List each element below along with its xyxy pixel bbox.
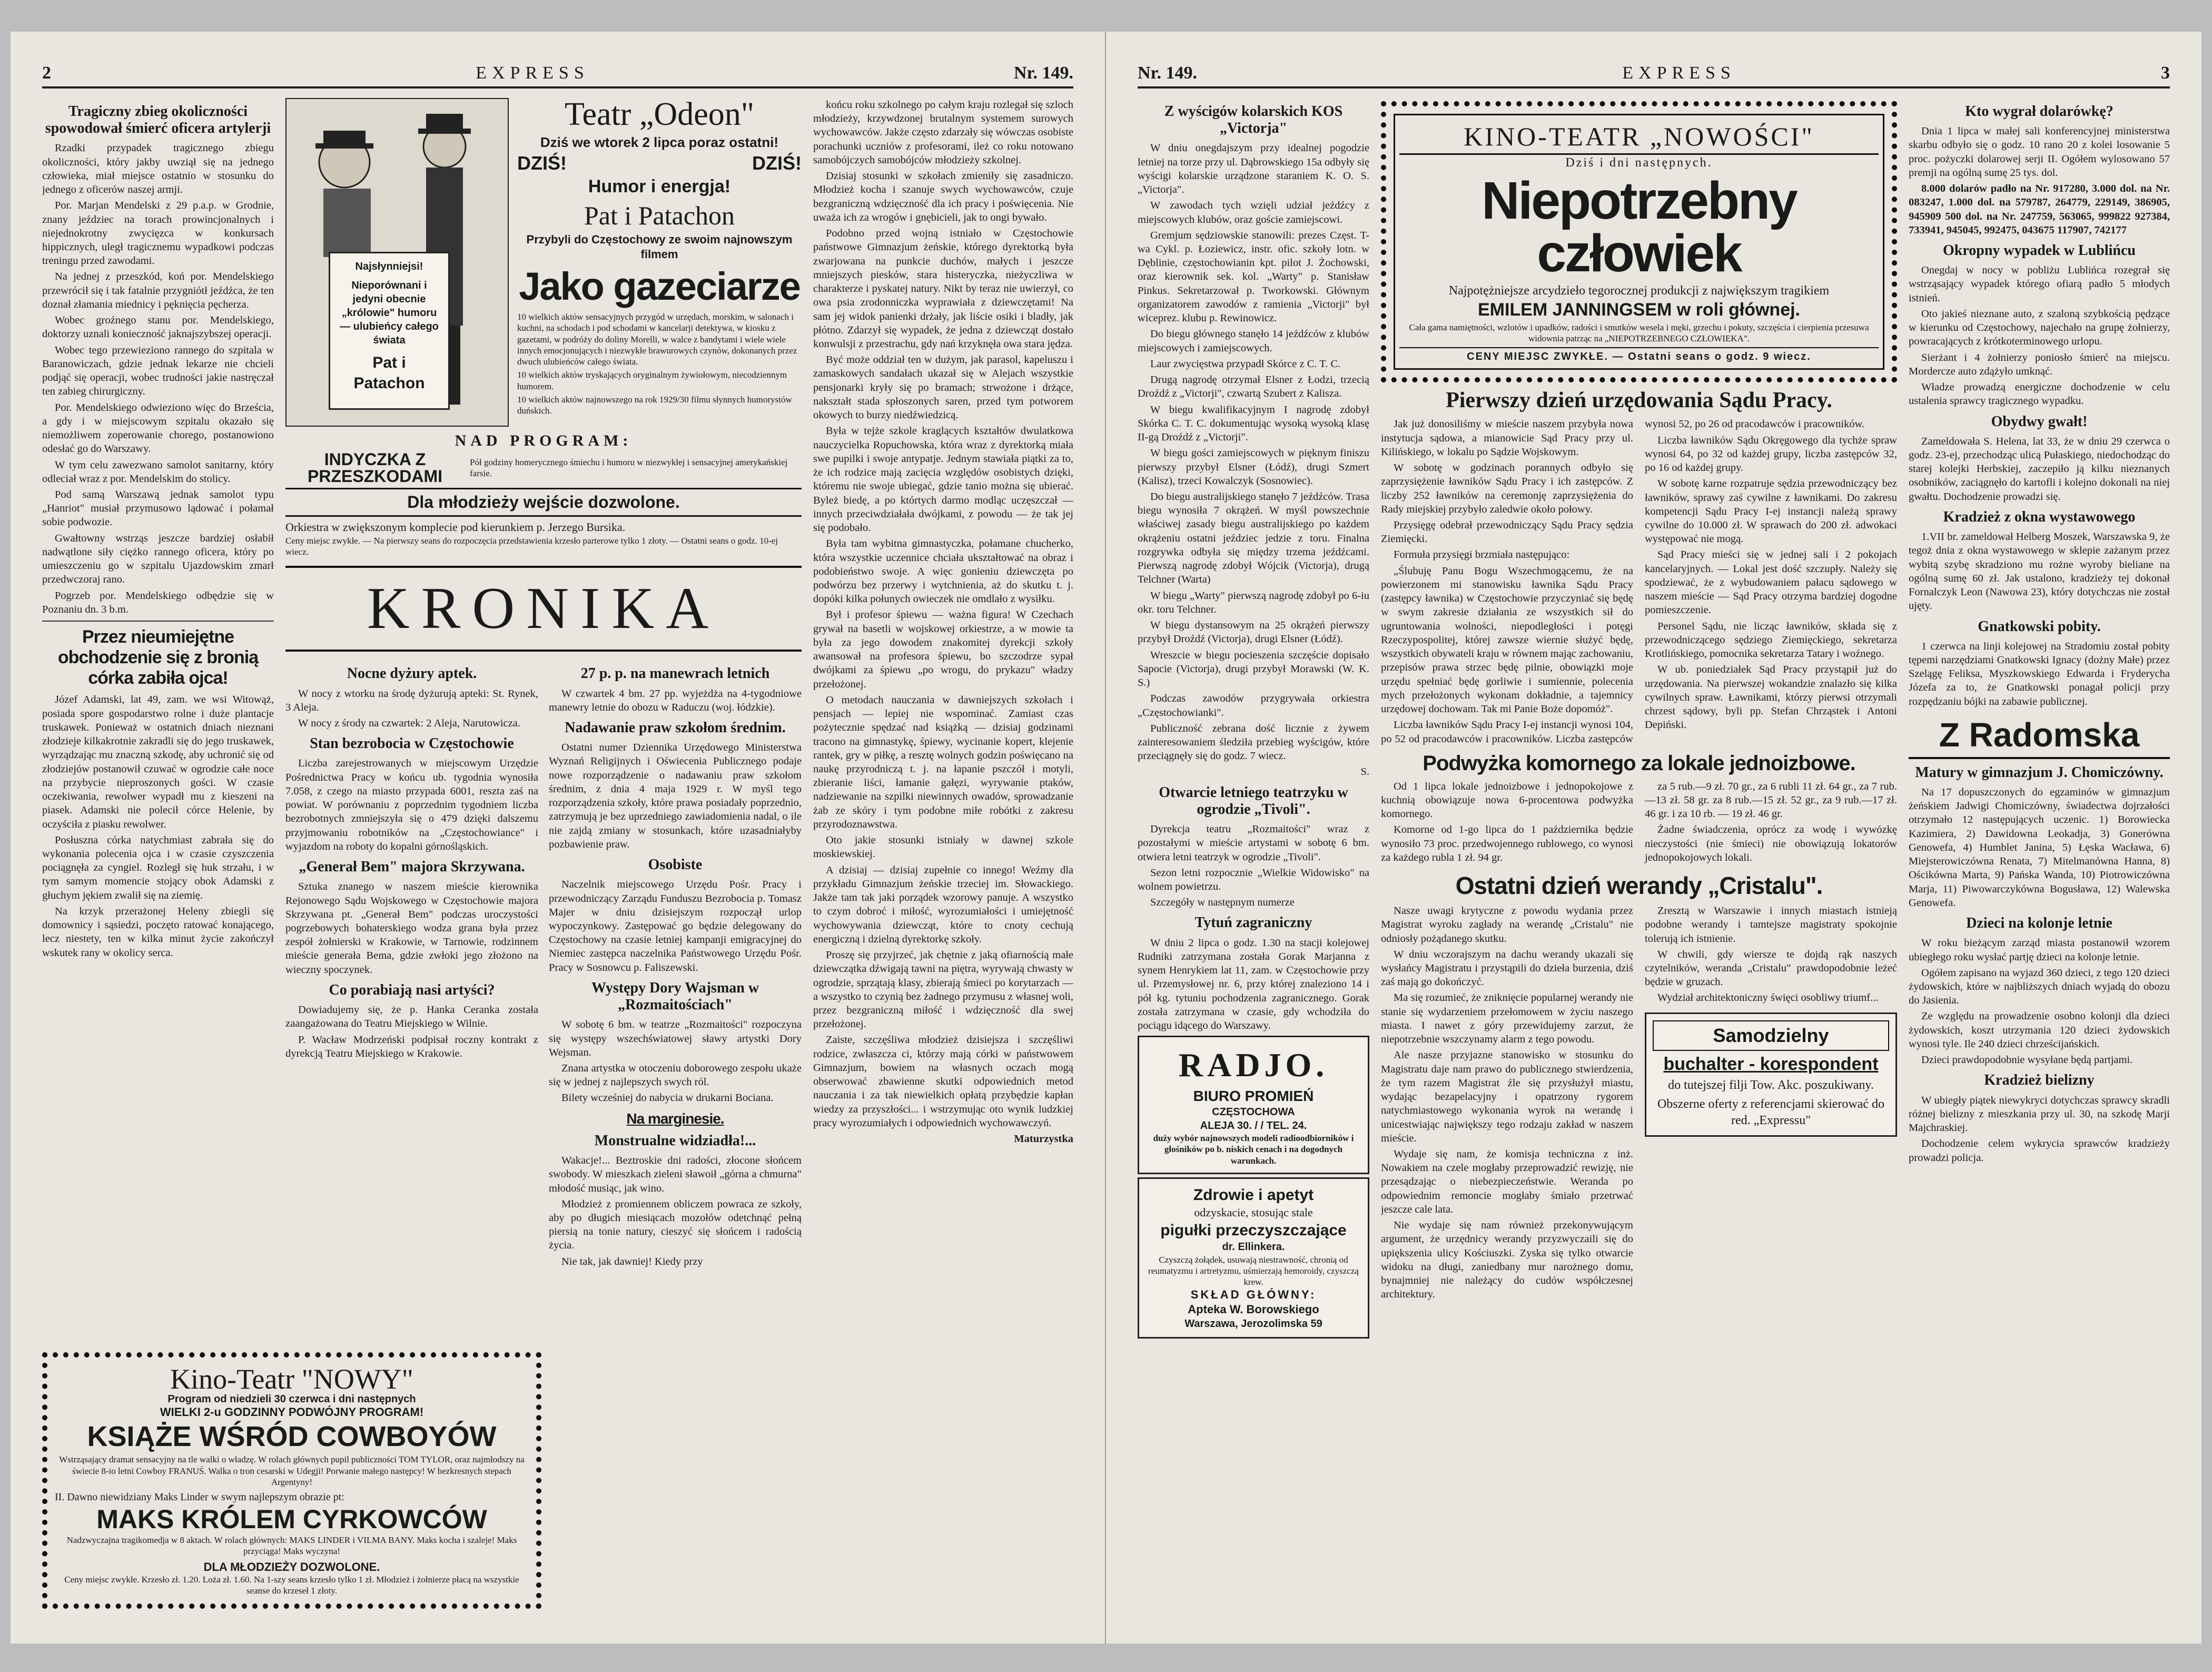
headline: Co porabiają nasi artyści? (329, 981, 495, 998)
paragraph: Dyrekcja teatru „Rozmaitości" wraz z pozostałymi w mieście artystami w sobotę 6 bm. otwiera letni teatrzyk w ogrodzie „Tivoli". (1138, 823, 1369, 863)
paragraph: Wakacje!... Beztroskie dni radości, złocone słońcem swobody. W mieszkach zieleni sławoił „górna a chmurna" młodość musiąc, jak wino. (549, 1155, 802, 1194)
running-header-left (42, 63, 1073, 88)
paragraph: Wreszcie w biegu pocieszenia szczęście dopisało Sapocie (Victorja), drugi przybył Morawski (W. K. S.) (1138, 649, 1369, 689)
paragraph: Nie wydaje się nam również przekonywującym argument, że urzędnicy werandy przyzwyczaili się do upiększenia ulicy Kościuszki. Zyska się tylko otwarcie widoku na długi, zaniedbany mur narożnego domu, bynajmniej nie należący do cudów współczesnej architektury. (1381, 1219, 1633, 1301)
odeon-film: Jako gazeciarze (519, 264, 800, 309)
paragraph: W biegu gości zamiejscowych w pięknym finiszu pierwszy przybył Elsner (Łódź), drugi Szmert (Kalisz), trzeci Kowalczyk (Sosnowiec). (1138, 447, 1369, 487)
signature: S. (1360, 766, 1369, 778)
headline: Obydwy gwałt! (1991, 413, 2088, 430)
headline: Dzieci na kolonje letnie (1966, 915, 2112, 932)
ad-line: odzyskacie, stosując stale (1194, 1206, 1313, 1219)
kino-nowy-ad (42, 1352, 541, 1609)
paragraph: A dzisiaj — dzisiaj zupełnie co innego! Weźmy dla przykładu Gimnazjum żeńskie trzeciej im. Słowackiego. Jakże tam tak jaki porządek wzorowy panuje. A wszystko to czym dobroć i miłość, wyrozumiałości i umiejętność wychowywania dziewcząt, które to cnoty cechują energiczną i dzielną dyrektorkę szkoły. (813, 864, 1073, 945)
paragraph: Liczba ławników Sądu Pracy I-ej instancji wynosi 104, po 52 od pracodawców i pracowników. Liczba zastępców wynosi 52, po 26 od pracodawców i pracowników. (1381, 418, 1865, 745)
left-column-4 (813, 98, 1073, 1626)
page-number: 2 (42, 63, 51, 83)
ad-line: Nadzwyczajna tragikomedja w 8 aktach. W rolach głównych: MAKS LINDER i VILMA BANY. Maks kocha i szaleje! Maks przyciąga! Maks wyczyna! (66, 1535, 517, 1557)
headline: 27 p. p. na manewrach letnich (580, 665, 770, 682)
sign-line: Pat i Patachon (353, 354, 425, 392)
paragraph: W ub. poniedziałek Sąd Pracy przystąpił już do urzędowania. Na pierwszej wokandzie znalazło się kilka cywilnych spraw. Ławnikami, którzy pierwsi otrzymali chrzest sądowy, byli pp. Stefan Chrząstek i Antoni Depiński. (1645, 664, 1897, 731)
ad-line: Orkiestra w zwiększonym komplecie pod kierunkiem p. Jerzego Bursika. (285, 520, 626, 534)
paragraph: Gwałtowny wstrząs jeszcze bardziej osłabił nadwątlone siły ciężko rannego oficera, który po umieszczeniu go w szpitalu Ujazdowskim zmarł przedwczoraj rano. (42, 532, 274, 586)
ad-line: Dziś we wtorek 2 lipca poraz ostatni! (540, 134, 779, 150)
paragraph: W dniu wczorajszym na dachu werandy ukazali się wysłańcy Magistratu i przystąpili do dzieła burzenia, dziś zaś mają go dokończyć. (1381, 948, 1633, 988)
right-column-4 (1909, 98, 2170, 1626)
headline: Stan bezrobocia w Częstochowie (310, 735, 514, 752)
paragraph: Sztuka znanego w naszem mieście kierownika Rejonowego Sądu Wojskowego w Częstochowie majora Skrzywana pt. „Generał Bem" podczas uroczystości pogrzebowych bohaterskiego wodza grana była przez zespół żołnierski w Krakowie, w Tarnowie, rodzinnem mieście generała Bema, gdzie zwłoki jego złożono na wieczny spoczynek. (285, 881, 538, 976)
paragraph: Do biegu australijskiego stanęło 7 jeźdźców. Trasa biegu wynosiła 7 okrążeń. W myśl powszechnie właściwej zasady biegu australijskiego po każdem okrążeniu ostatni jeździec jedzie z toru. Finalna rozgrywka odbyła się między trzema jeźdźcami. Pierwszą nagrodę zdobył Wójcik (Victorja), drugą Telchner (Warta) (1138, 491, 1369, 586)
sign-line: Nieporównani i jedyni obecnie „królowie" humoru — ulubieńcy całego świata (340, 280, 439, 346)
page-left (11, 32, 1106, 1644)
paragraph: W roku bieżącym zarząd miasta postanowił wzorem ubiegłego roku wysłać partję dzieci na kolonje letnie. (1909, 937, 2170, 963)
ad-line: II. Dawno niewidziany Maks Linder w swym najlepszym obrazie pt: (55, 1491, 344, 1503)
ad-title: Samodzielny (1653, 1020, 1889, 1051)
paragraph: Wydział architektoniczny święci osobliwy triumf... (1657, 992, 1879, 1004)
paragraph: W nocy z wtorku na środę dyżurują apteki: St. Rynek, 3 Aleja. (285, 687, 538, 713)
paragraph: Dochodzenie celem wykrycia sprawców kradzieży prowadzi policja. (1909, 1138, 2170, 1164)
ad-line: do tutejszej filji Tow. Akc. poszukiwany. (1668, 1078, 1874, 1092)
section-title: Z Radomska (1909, 714, 2170, 759)
paragraph: W chwili, gdy wiersze te dojdą rąk naszych czytelników, weranda „Cristalu" prawdopodobnie leżeć będzie w gruzach. (1645, 948, 1897, 988)
paragraph: Onegdaj w nocy w pobliżu Lublińca rozegrał się wstrząsający wypadek którego ofiarą padło 5 młodych istnień. (1909, 264, 2170, 304)
paragraph: Podczas zawodów przygrywała orkiestra „Częstochowianki". (1138, 693, 1369, 719)
cristal-article-1 (1381, 904, 1633, 1304)
headline: Pierwszy dzień urzędowania Sądu Pracy. (1446, 388, 1832, 413)
paragraph: Laur zwycięstwa przypadł Skórce z C. T. C. (1150, 358, 1341, 370)
ad-line: duży wybór najnowszych modeli radioodbiorników i głośników po b. niskich cenach i na dogodnych warunkach. (1153, 1133, 1354, 1166)
sad-article (1381, 417, 1897, 745)
paragraph: Dnia 1 lipca w małej sali konferencyjnej ministerstwa skarbu odbyło się o godz. 10 rano 20 z kolei losowanie 5 proc. pożyczki dolarowej serji II. Ogółem wylosowano 57 premji na ogólną sumę 25 tys. dol. (1909, 125, 2170, 179)
left-column-2 (285, 660, 538, 1271)
ad-line: ALEJA 30. / / TEL. 24. (1200, 1119, 1307, 1132)
ad-title: RADJO. (1178, 1046, 1329, 1084)
paragraph: Naczelnik miejscowego Urzędu Pośr. Pracy i przewodniczący Zarządu Funduszu Bezrobocia p. Tomasz Majer w dniu dzisiejszym rozpoczął urlop wypoczynkowy. Zastępować go będzie delegowany do Częstochowy na czasie letniej kampanji emigracyjnej do Niemiec zastępca naczelnika Państwowego Urzędu Pośr. Pracy w Sosnowcu p. Faliszewski. (549, 879, 802, 973)
ad-line: Dziś i dni następnych. (1565, 156, 1713, 170)
paragraph: Gremjum sędziowskie stanowili: prezes Częst. T-wa Cykl. p. Łoziewicz, instr. ofic. szkoły lotn. w Dęblinie, częstochowianin kpt. pilot J. Żochowski, oraz kierownik sek. kol. „Warty" p. Stanisław Pinkus. Sekretarzował p. Tworkowski. Głównym organizatorem zawodów z ramienia „Victorji" był wiceprez. klubu p. Rewinowicz. (1138, 229, 1369, 324)
ad-line: Przybyli do Częstochowy ze swoim najnowszym filmem (526, 232, 793, 261)
headline: Gnatkowski pobity. (1978, 618, 2101, 635)
paragraph: Dzisiaj stosunki w szkołach zmieniły się zasadniczo. Młodzież kocha i szanuje swych wychowawców, czuje bezgraniczną wdzięczność dla ich pracy i poświęcenia. Nie uważa ich za wrogów i gnębicieli, jak to ongi bywało. (813, 170, 1073, 223)
paragraph: Posłuszna córka natychmiast zabrała się do wykonania polecenia ojca i w czasie czyszczenia pociągnęła za cyngiel. Rozległ się huk strzału, i w tym samym momencie stojący obok Adamski z głuchym jękiem zwalił się na ziemię. (42, 834, 274, 901)
ad-line: BIURO PROMIEŃ (1193, 1088, 1314, 1105)
paragraph: W dniu onegdajszym przy idealnej pogodzie letniej na torze przy ul. Dąbrowskiego 15a odbyły się wyścigi kolarskie urządzone staraniem K. O. S. „Victorja". (1138, 142, 1369, 196)
kronika-banner: KRONIKA (285, 566, 802, 652)
buchalter-ad (1645, 1012, 1897, 1137)
paragraph: Ma się rozumieć, że zniknięcie popularnej werandy nie stanie się wydarzeniem przełomowem w życiu naszego miasta. I nawet z góry przewidujemy zarzut, że niepotrzebnie wszczynamy alarm z tego powodu. (1381, 992, 1633, 1046)
ad-title: KINO-TEATR „NOWOŚCI" (1399, 120, 1879, 155)
paragraph: Drugą nagrodę otrzymał Elsner z Łodzi, trzecią Droźdź z „Victorji", czwartą Szubert z Kalisza. (1138, 374, 1369, 400)
ad-line: Cała gama namiętności, wzlotów i upadków, radości i smutków wesela i męki, grzechu i pokuty, szczęścia i cierpienia przesuwa widownia patrząc na „NIEPOTRZEBNEGO CZŁOWIEKA". (1409, 322, 1869, 344)
headline: Kradzież z okna wystawowego (1943, 508, 2136, 525)
paragraph: Ostatni numer Dziennika Urzędowego Ministerstwa Wyznań Religijnych i Oświecenia Publicznego podaje nowe rozporządzenie o nadawaniu praw szkołom średnim, z dnia 4 maja 1929 r. W myśl tego rozporządzenia szkoły, które prawa posiadały poprzednio, zatrzymują je bez uprzedniego zawiadomienia nadal, o ile nie zajdą zmiany w stosunkach, które uzasadniałyby pozbawienie praw. (549, 742, 802, 850)
komorne-article (1381, 780, 1897, 867)
paragraph: W tym celu zawezwano samolot sanitarny, który odleciał wraz z por. Mendelskim do stolicy. (42, 459, 274, 485)
ad-line: WIELKI 2-u GODZINNY PODWÓJNY PROGRAM! (160, 1405, 424, 1419)
paragraph: za 5 rub.—9 zł. 70 gr., za 6 rubli 11 zł. 64 gr., za 7 rub.—13 zł. 58 gr. za 8 rub.—15 zł. 52 gr., za 9 rub.—17 zł. 46 gr. i za 10 rb. — 19 zł. 46 gr. (1645, 780, 1897, 820)
ad-line: Dla młodzieży wejście dozwolone. (285, 488, 802, 517)
paragraph: Por. Marjan Mendelski z 29 p.a.p. w Grodnie, znany jeździec na torach prowincjonalnych i niejednokrotny zwycięzca w konkursach hippicznych, uległ tragicznemu wypadkowi podczas treningu przed zawodami. (42, 200, 274, 267)
ad-line: DZIŚ! (752, 152, 802, 174)
paragraph: Oto jakieś nieznane auto, z szaloną szybkością pędzące w kierunku od Częstochowy, najechało na grupę żołnierzy, powracających z krótkoterminowego urlopu. (1909, 308, 2170, 348)
ad-line: dr. Ellinkera. (1222, 1241, 1285, 1253)
paragraph: 1 czerwca na linji kolejowej na Stradomiu został pobity tępemi narzędziami Gnatkowski Ignacy (dożny Małe) przez Szelągę Feliksa, Myszkowskiego Edwarda i Fryderycha Józefa za to, że Gnatkowski ponagał policji przy rozpędzaniu bójki na zabawie publicznej. (1909, 640, 2170, 707)
paragraph: Por. Mendelskiego odwieziono więc do Brześcia, a gdy i w miejscowym szpitalu okazało się niemożliwem zoperowanie chorego, postanowiono odesłać go do Warszawy. (42, 401, 274, 455)
issue-number: Nr. 149. (1013, 63, 1073, 83)
page-number: 3 (2161, 63, 2170, 83)
paragraph: Wydaje się nam, że komisja techniczna z inż. Nowakiem na czele mogłaby przeprowadzić rewizję, nie przesądzając o niebezpieczeństwie. Weranda po odpowiednim remoncie mogłaby śmiało przetrwać jeszcze cale lata. (1381, 1148, 1633, 1215)
right-middle (1381, 98, 1897, 1626)
paragraph: Nie tak, jak dawniej! Kiedy przy (561, 1255, 703, 1267)
page-right (1106, 32, 2201, 1644)
paragraph: Sierżant i 4 żołnierzy poniosło śmierć na miejscu. Mordercze auto zdążyło umknąć. (1909, 351, 2170, 377)
odeon-text (517, 98, 802, 427)
odeon-sign (329, 252, 450, 410)
paragraph: Liczba zarejestrowanych w miejscowym Urzędzie Pośrednictwa Pracy w końcu ub. tygodnia wynosiła 7.058, z czego na miasto przypada 6001, reszta zaś na powiat. W porównaniu z poprzednim tygodniem liczba bezrobotnych zmniejszyła się o 479 dzięki dalszemu przyjmowaniu robotników na „Częstochowiance" i wyjazdom na roboty do kopalni górnośląskich. (285, 758, 538, 852)
paragraph: W dniu 2 lipca o godz. 1.30 na stacji kolejowej Rudniki zatrzymana została Gorak Marjanna z synem Henrykiem lat 11, zam. w Częstochowie przy ul. Przemysłowej nr. 6, przy której znaleziono 14 i pół kg. tytuniu pochodzenia zagranicznego. Gorak została zatrzymana w czasie, gdy wchodziła do pociągu idącego do Warszawy. (1138, 937, 1369, 1032)
paragraph: Ze względu na prowadzenie osobno kolonji dla dzieci żydowskich, koszt utrzymania 120 dzieci żydowskich wynosi tyle. Ile 240 dzieci chrześcijańskich. (1909, 1010, 2170, 1050)
paragraph: Podobno przed wojną istniało w Częstochowie państwowe Gimnazjum żeńskie, którego dyrektorką była zwarjowana na punkcie duchów, małych i jeszcze mniejszych piesków, stara histeryczka, nieżyczliwa w charakterze i pyskatej natury. Nikt by teraz nie uwierzył, co owa psia zrodonniczka wyprawiała z dziewczętami! Na sam jej widok panienki drżały, jak liście osiki i bladły, jak płótno. Zdarzył się wypadek, że jedna z dziewcząt dostało konwulsji z przestrachu, gdy nań krzyknęła owa stara jędza. (813, 228, 1073, 350)
paragraph: 8.000 dolarów padło na Nr. 917280, 3.000 dol. na Nr. 083247, 1.000 dol. na 579787, 264779, 229149, 386905, 945909 500 dol. na Nr. 247759, 563065, 999822 927384, 733941, 945045, 992475, 043675 117907, 742177 (1909, 183, 2170, 236)
paragraph: Zameldowała S. Helena, lat 33, że w dniu 29 czerwca o godz. 23-ej, przechodząc ulicą Pułaskiego, niedochodząc do starej kolejki Herbskiej, zaczepiło ją kilku nieznanych osobników, zaciągnęło do kartofli i kolejno dokonali na niej gwałtu. Dochodzenie prowadzi się. (1909, 435, 2170, 503)
paragraph: Władze prowadzą energiczne dochodzenie w celu ustalenia sprawcy tragicznego wypadku. (1909, 381, 2170, 407)
headline: Z wyścigów kolarskich KOS „Victorja" (1164, 103, 1343, 137)
paragraph: Proszę się przyjrzeć, jak chętnie z jaką ofiarnością małe dziewczątka dźwigają tawni na piętra, wyrywają chwasty w ogrodzie, sprzątają klasy, zbierają śmieci po korytarzach — a wszystko to czynią bez żadnego przymusu z własnej woli, przez bezgraniczną miłość i wdzięczność dla swej przełożonej. (813, 949, 1073, 1030)
left-column-3 (549, 660, 802, 1271)
masthead: EXPRESS (1622, 63, 1736, 83)
paragraph: O metodach nauczania w dawniejszych szkołach i pensjach — lepiej nie wspominać. Zamiast czas pożytecznie spędzać nad książką — dzisiaj godzinami tracono na gimnastykę, śpiewy, wycinanie kopert, klejenie rantek, gry w piłkę, a resztę wolnych godzin poświęcano na naukę przyrodniczą t. j. na łapanie pszczół i motyli, zbieranie liści, łamanie gałęzi, wyrywanie ptaków, nadziewanie na szpilki niewinnych owadów, sprowadzanie żab ze skóry i tym podobne miłe robótki z zakresu przyrodoznawstwa. (813, 694, 1073, 830)
paragraph: Józef Adamski, lat 49, zam. we wsi Witowąż, posiada spore gospodarstwo rolne i duże plantacje truskawek. Ponieważ w ostatnich dniach nieznani złodzieje kilkakrotnie zakradli się do jego truskawek, wyrządzając mu znaczną szkodę, aby uchronić się od złodziejów postanowił czuwać w ogrodzie całe noce na przybycie nieproszonych gości. W czasie oczekiwania, rewolwer wypadł mu z kieszeni na piasek. Adamski nie polecił córce Helenie, by oczyściła z piasku rewolwer. (42, 694, 274, 830)
paragraph: Znana artystka w otoczeniu doborowego zespołu ukaże się w jednej z najlepszych swych ról. (549, 1062, 802, 1088)
paragraph: Żadne świadczenia, oprócz za wodę i wywózkę nieczystości (nie śmieci) nie obowiązują lokatorów jednopokojowych lokali. (1645, 824, 1897, 863)
right-column-1 (1138, 98, 1369, 1626)
paragraph: końcu roku szkolnego po całym kraju rozlegał się szloch młodzieży, krzywdzonej brutalnym systemem surowych wychowawców. Jakże często zdarzały się wówczas osobiste porachunki uczniów z profesorami, ileż co roku notowano samobójczych samobójców młodzieży szkolnej. (813, 99, 1073, 166)
ad-line: SKŁAD GŁÓWNY: (1190, 1288, 1317, 1302)
paragraph: Młodzież z promiennem obliczem powraca ze szkoły, aby po długich miesiącach mozołów odetchnąć pełną piersią na tonie natury, cieszyć się słońcem i radością życia. (549, 1198, 802, 1252)
paragraph: Wobec groźnego stanu por. Mendelskiego, doktorzy uznali konieczność jaknajszybszej operacji. (42, 314, 274, 340)
ad-title: Kino-Teatr "NOWY" (170, 1363, 413, 1395)
ad-line: Apteka W. Borowskiego (1188, 1303, 1319, 1316)
paragraph: Był i profesor śpiewu — ważna figura! W Czechach grywał na basetli w wojskowej orkiestrze, a w mowie ta była za jego dowodem znakomitej dyrekcji szkoły awansował na profesora śpiewu, bo szczodrze sypał dwójkami za śpiewu „po wrogu, do prykazu" władzy przełożonej. (813, 609, 1073, 690)
paragraph: Publiczność zebrana dość licznie z żywem zainteresowaniem śledziła przebieg wyścigów, które przeciągnęły się do godz. 7 wiecz. (1138, 722, 1369, 762)
paragraph: Komorne od 1-go lipca do 1 października będzie wynosiło 73 proc. przedwojennego rublowego, co wynosi za każdego rubla 1 zł. 94 gr. (1381, 824, 1633, 863)
ad-line: pigułki przeczyszczające (1160, 1221, 1347, 1239)
headline: Osobiste (648, 857, 703, 873)
headline: Ostatni dzień werandy „Cristalu". (1455, 872, 1823, 900)
ad-line: Humor i energja! (588, 176, 731, 197)
headline: Na marginesie. (626, 1110, 724, 1127)
paragraph: Dowiadujemy się, że p. Hanka Ceranka została zaangażowana do Teatru Miejskiego w Wilnie. (285, 1004, 538, 1030)
paragraph: W zawodach tych wzięli udział jeźdźcy z miejscowych klubów, oraz goście zamiejscowi. (1138, 200, 1369, 225)
paragraph: Pogrzeb por. Mendelskiego odbędzie się w Poznaniu dn. 3 b.m. (42, 589, 274, 615)
paragraph: Pod samą Warszawą jednak samolot typu „Hanriot" musiał przymusowo lądować i połamał sobie podwozie. (42, 489, 274, 528)
paragraph: Zresztą w Warszawie i innych miastach istnieją podobne werandy i tamtejsze magistraty spokojnie tolerują ich istnienie. (1645, 905, 1897, 945)
headline: Monstrualne widziadła!... (594, 1132, 756, 1149)
headline: Tragiczny zbieg okoliczności spowodował śmierć oficera artylerji (45, 103, 271, 137)
ad-line: CENY MIEJSC ZWYKŁE. — Ostatni seans o godz. 9 wiecz. (1399, 347, 1879, 364)
ad-line: Czyszczą żołądek, usuwają niestrawność, chronią od reumatyzmu i artretyzmu, uśmierzają hemoroidy, czyszczą krew. (1148, 1254, 1359, 1287)
paragraph: Od 1 lipca lokale jednoizbowe i jednopokojowe z kuchnią obowiązuje nowa 6-procentowa podwyżka komornego. (1381, 780, 1633, 820)
ad-line: 10 wielkich aktów najnowszego na rok 1929/30 filmu słynnych humorystów duńskich. (517, 394, 792, 416)
ad-line: Pat i Patachon (584, 200, 735, 230)
ad-line: Warszawa, Jerozolimska 59 (1184, 1317, 1322, 1330)
paragraph: Zaiste, szczęśliwa młodzież dzisiejsza i szczęśliwi rodzice, zwłaszcza ci, którzy mają córki w państwowem Gimnazjum, bowiem na własnych oczach mogą obserwować zbawienne skutki odpowiednich metod nauczania i za tak niewielkich opłatą przybędzie kapłan wiedzy za przyszłości... i wstrzymując oto wynik ludzkiej pracy wyrozumiałych i odpowiednich wychowawczyń. (813, 1034, 1073, 1129)
newspaper-spread (11, 32, 2201, 1644)
headline: Tytuń zagraniczny (1194, 914, 1312, 931)
headline: Przez nieumiejętne obchodzenie się z bronią córka zabiła ojca! (57, 627, 259, 689)
ad-film: Niepotrzebny człowiek (1482, 171, 1796, 283)
headline: Okropny wypadek w Lublińcu (1943, 242, 2136, 259)
paragraph: W ubiegły piątek niewykryci dotychczas sprawcy skradli różnej bielizny z mieszkania przy ul. 30, na szkodę Marji Majchraskiej. (1909, 1094, 2170, 1134)
paragraph: Sąd Pracy mieści się w jednej sali i 2 pokojach kancelaryjnych. — Lokal jest dość szczupły. Należy się spodziewać, że z wybudowaniem pałacu sądowego w naszem mieście — Sąd Pracy otrzyma bardziej dogodne pomieszczenie. (1645, 549, 1897, 616)
ad-line: Ceny miejsc zwykłe. Krzesło zł. 1.20. Loża zł. 1.60. Na 1-szy seans krzesło tylko 1 zł. Młodzież i żołnierze płacą na wszystkie seanse do krzeseł 1 złoty. (64, 1574, 519, 1596)
paragraph: Była w tejże szkole kraglących kształtów dwulatkowa nauczycielka Ropuchowska, która wraz z dyrektorką miała swe pupilki i swoje antypatje. Jednym stawiała piątki za to, że ich rodzice mają zacięcia względów osobistych dzięki, któremu nie swoje ubiegać, gdzie tanio można się ubierać. Byleż biedę, a po którtych darmo modląc uczęszczał — innych przeciwdziałała dwójkami, z powodu — że tak jej się podobało. (813, 425, 1073, 534)
ad-film: KSIĄŻE WŚRÓD COWBOYÓW (87, 1421, 497, 1453)
paragraph: „Ślubuję Panu Bogu Wszechmogącemu, że na powierzonem mi stanowisku ławnika Sądu Pracy (zastępcy ławnika) w Częstochowie przyczyniać się będę w swym zakresie działania ze wszystkich sił do ugruntowania wolności, niepodległości i potęgi Rzeczypospolitej, której zawsze wiernie służyć będę, wszystkich obywateli kraju w równem mając zachowaniu, przepisów prawa strzec będę pilnie, obowiązki moje urzędu spełniać będę gorliwie i sumiennie, polecenia mych przełożonych wykonam dokładnie, a tajemnicy urzędowej dochowam. Tak mi Panie Boże dopomóż". (1381, 565, 1633, 715)
sign-line: Najsłynniejsi! (355, 261, 423, 272)
paragraph: Przysięgę odebrał przewodniczący Sądu Pracy sędzia Ziemięcki. (1381, 519, 1633, 545)
paragraph: W nocy z środy na czwartek: 2 Aleja, Narutowicza. (298, 717, 520, 730)
paragraph: W biegu dystansowym na 25 okrążeń pierwszy przybył Droźdź (Victorja), drugi Elsner (Łódź). (1138, 619, 1369, 645)
paragraph: Do biegu głównego stanęło 14 jeźdźców z klubów miejscowych i zamiejscowych. (1138, 328, 1369, 354)
headline: Matury w gimnazjum J. Chomiczówny. (1915, 764, 2164, 781)
ad-line: Pół godziny homerycznego śmiechu i humoru w niezwykłej i sensacyjnej amerykańskiej farsie. (470, 457, 788, 479)
paragraph: Nasze uwagi krytyczne z powodu wydania przez Magistrat wyroku zagłady na werandę „Cristalu" nie odniosły pożądanego skutku. (1381, 905, 1633, 945)
headline: Występy Dory Wajsman w „Rozmaitościach" (591, 979, 759, 1014)
nowosci-ad (1381, 101, 1897, 382)
masthead: EXPRESS (476, 63, 589, 83)
paragraph: Na krzyk przerażonej Heleny zbiegli się domownicy i sąsiedzi, poczęto ratować konającego, lecz niestety, ten w kilka minut życie zakończył wskutek rany w okolicy serca. (42, 905, 274, 959)
ad-line: 10 wielkich aktów sensacyjnych przygód w urzędach, morskim, w salonach i kuchni, na schodach i pod schodami w kancelarji detektywa, w kiosku z gazetami, w podróży do doliny Morelli, w walce z bandytami i wiele wiele innych emocjonujących i niezwykłe brawurowych czynów, dokonanych przez dwuch ulubieńców całego świata. (517, 312, 797, 367)
paragraph: W sobotę 6 bm. w teatrze „Rozmaitości" rozpoczyna się występy wszechświatowej sławy artystki Dory Wejsman. (549, 1019, 802, 1058)
paragraph: Formuła przysięgi brzmiała następująco: (1394, 549, 1570, 561)
signature: Maturzystka (1014, 1133, 1073, 1145)
ad-line: Obszerne oferty z referencjami skierować do red. „Expressu" (1657, 1097, 1885, 1128)
paragraph: Wobec tego przewieziono rannego do szpitala w Baranowiczach, gdzie jednak lekarze nie chcieli podjąć się operacji, wobec trudności jakie nastręczał ten zabieg chirurgiczny. (42, 344, 274, 398)
paragraph: Oto jakie stosunki istniały w dawnej szkole moskiewskiej. (813, 834, 1073, 860)
paragraph: Była tam wybitna gimnastyczka, połamane chucherko, która wszystkie uczennice chciała ukształtować na obraz i podobieństwo swoje. A więc gonieniu dziewczęta po podwórzu bez przerwy i wytchnienia, aż do skutku t. j. dopóki kilka połunych owieczek nie omdlało z wysiłku. (813, 538, 1073, 605)
running-header-right (1138, 63, 2170, 88)
ad-line: DZIŚ! (517, 152, 567, 174)
paragraph: W sobotę w godzinach porannych odbyło się zaprzysiężenie ławników Sądu Pracy i ich zastępców. Z liczby 252 ławników na ceremonję zaprzysiężenia do Rady miejskiej przybyło zaledwie około połowy. (1381, 462, 1633, 515)
headline: Podwyżka komornego za lokale jednoizbowe. (1423, 751, 1855, 775)
paragraph: Personel Sądu, nie licząc ławników, składa się z przewodniczącego sędziego Ziemięckiego, sekretarza Krotlińskiego, pomocnika sekretarza Tatary i woźnego. (1645, 620, 1897, 660)
paragraph: Liczba ławników Sądu Okręgowego dla tychże spraw wynosi 64, po 32 od każdej grupy, liczba zastępców 32, po 16 od każdej grupy. (1645, 434, 1897, 474)
ad-line: DLA MŁODZIEŻY DOZWOLONE. (203, 1560, 380, 1573)
paragraph: Sezon letni rozpocznie „Wielkie Widowisko" na wolnem powietrzu. (1138, 867, 1369, 892)
paragraph: Rzadki przypadek tragicznego zbiegu okoliczności, który jakby uwziął się na jednego człowieka, miał miejsce ostatnio w stosunku do jednego z oficerów naszej armji. (42, 142, 274, 196)
ad-title: Zdrowie i apetyt (1193, 1186, 1314, 1204)
paragraph: W czwartek 4 bm. 27 pp. wyjeżdża na 4-tygodniowe manewry letnie do obozu w Raduczu (woj. łódzkie). (549, 687, 802, 713)
paragraph: Szczegóły w następnym numerze (1150, 897, 1295, 909)
ad-film: MAKS KRÓLEM CYRKOWCÓW (96, 1504, 487, 1534)
headline: „Generał Bem" majora Skrzywana. (299, 859, 525, 876)
ad-line: INDYCZKA Z PRZESZKODAMI (308, 450, 442, 486)
ad-line: buchalter - korespondent (1663, 1054, 1879, 1074)
ad-line: NAD PROGRAM: (455, 432, 633, 449)
headline: Nadawanie praw szkołom średnim. (565, 720, 786, 736)
ad-line: Ceny miejsc zwykłe. — Na pierwszy seans do rozpoczęcia przedstawienia krzesło parterowe tylko 1 złoty. — Ostatni seans o godz. 10-ej wiecz. (285, 535, 778, 557)
issue-number: Nr. 149. (1138, 63, 1198, 83)
headline: Kto wygrał dolarówkę? (1965, 103, 2114, 120)
ad-line: Wstrząsający dramat sensacyjny na tle walki o władzę. W rolach głównych pupil publiczności TOM TYLOR, oraz najmłodszy na świecie 8-io letni Cowboy FRANUŚ. Walka o tron cesarski w Udegji! Porwanie małego następcy! W bezkresnych stepach Argentyny! (59, 1454, 525, 1487)
paragraph: P. Wacław Modrzeński podpisał roczny kontrakt z dyrekcją Teatru Miejskiego w Krakowie. (285, 1034, 538, 1059)
ad-line: 10 wielkich aktów tryskających oryginalnym żywiołowym, niecodziennym humorem. (517, 370, 787, 391)
odeon-ad (285, 98, 802, 427)
paragraph: Ogółem zapisano na wyjazd 360 dzieci, z tego 120 dzieci żydowskich, które w najbliższych dniach wyjadą do obozu do Jasienia. (1909, 967, 2170, 1007)
headline: Nocne dyżury aptek. (347, 665, 477, 682)
headline: Otwarcie letniego teatrzyku w ogrodzie „Tivoli". (1159, 784, 1348, 818)
paragraph: W sobotę karne rozpatruje sędzia przewodniczący bez ławników, sprawy zaś cywilne z ławnikami. Do zakresu kompetencji Sądu Pracy I-ej instancji należą sprawy cywilne do 10.000 zł. W sprawach do 200 zł. adwokaci występować nie mogą. (1645, 478, 1897, 545)
paragraph: Na jednej z przeszkód, koń por. Mendelskiego przewrócił się i tak fatalnie przygniótł jeźdźca, że ten doznał złamania miednicy i pęknięcia pęcherza. (42, 271, 274, 310)
paragraph: Dzieci prawdopodobnie wysyłane będą partjami. (1921, 1054, 2133, 1066)
pat-patachon-illustration (285, 98, 509, 427)
radjo-ad (1138, 1036, 1369, 1174)
paragraph: 1.VII br. zameldował Helberg Moszek, Warszawska 9, że tegoż dnia z okna wystawowego w sklepie zażanym przez wybitą szybę skradziono mu rożne wyroby bieliane na ogólną sumę 60 zł. Jak ustalono, kradzieży tej dokonał Fornalczyk Leon (Nawowa 23), który dotychczas nie został ujęty. (1909, 531, 2170, 612)
ad-line: Program od niedzieli 30 czerwca i dni następnych (167, 1393, 416, 1405)
paragraph: Jak już donosiliśmy w mieście naszem przybyła nowa instytucja sądowa, a mianowicie Sąd Pracy przy ul. Kilińskiego, w lokalu po Sądzie Wojskowym. (1381, 418, 1633, 458)
paragraph: Być może oddział ten w dużym, jak parasol, kapeluszu i zamaskowych sandałach ukazał się w Alejach wszystkie pensjonarki kryły się po bramach; strwożone i drżące, nakształt stada spłoszonych saren, przed tym potworem okowych to burzy niedźwiedzicą. (813, 354, 1073, 421)
ad-line: Najpotężniejsze arcydzieło tegorocznej produkcji z największym tragikiem (1448, 283, 1830, 298)
paragraph: Na 17 dopuszczonych do egzaminów w gimnazjum żeńskiem Jadwigi Chomiczówny, świadectwa dojrzałości otrzymało 12 następujących uczenic. 1) Borowiecka Kazimiera, 2) Dawidowna Leokadja, 3) Gonerówna Genowefa, 4) Humblet Janina, 5) Łęska Wacława, 6) Miejsterowiczówna Renata, 7) Mitelmanówna Hanna, 8) Ościkówna Marta, 9) Pańska Wanda, 10) Piotrowiczówna Marja, 11) Piwowarczykówna Bogusława, 12) Walewska Genowefa. (1909, 786, 2170, 909)
paragraph: W biegu kwalifikacyjnym I nagrodę zdobył Skórka C. T. C. dokumentując wysoką wysoką klasę II-gą Droźdź z „Victorji". (1138, 404, 1369, 444)
headline: Kradzież bielizny (1984, 1072, 2095, 1089)
paragraph: Ale nasze przyjazne stanowisko w stosunku do Magistratu daje nam prawo do publicznego stwierdzenia, że tym razem Magistrat źle się przysłużył miastu, wydając bezapelacyjny i opatrzony rygorem natychmiastowego wykonania wyrok na werandę i unicestwiając największy tego rodzaju zakład w naszem mieście. (1381, 1049, 1633, 1144)
paragraph: Bilety wcześniej do nabycia w drukarni Bociana. (561, 1092, 774, 1104)
odeon-title: Teatr „Odeon" (564, 98, 755, 132)
pigulki-ad (1138, 1177, 1369, 1339)
ad-line: CZĘSTOCHOWA (1212, 1106, 1295, 1118)
paragraph: W biegu „Warty" pierwszą nagrodę zdobył po 6-iu okr. toru Telchner. (1138, 589, 1369, 615)
cristal-article-2 (1645, 904, 1897, 1304)
ad-line: EMILEM JANNINGSEM w roli głównej. (1477, 300, 1801, 320)
